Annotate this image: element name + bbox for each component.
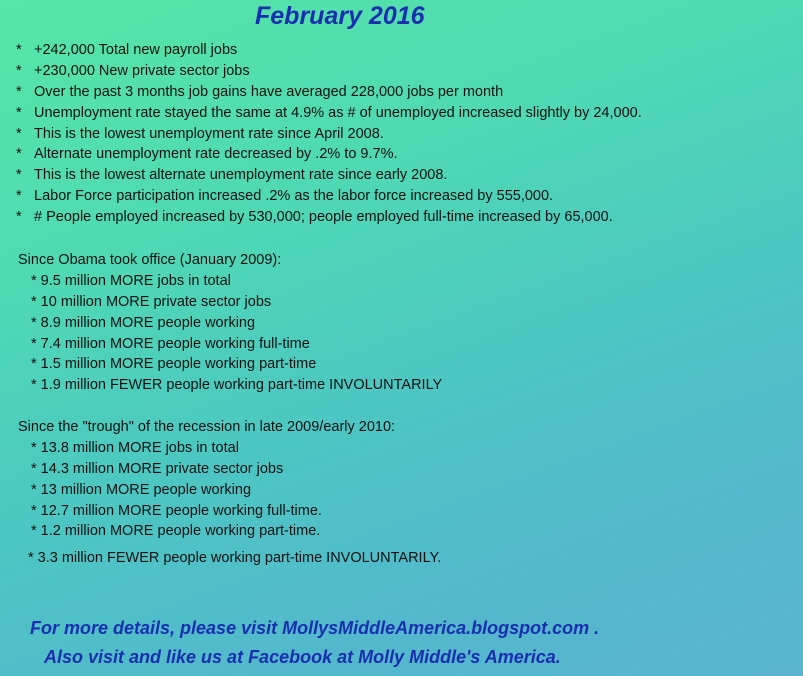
- list-item: * 10 million MORE private sector jobs: [31, 293, 272, 310]
- page-title: February 2016: [255, 2, 425, 30]
- involuntary-part-time-note: * 3.3 million FEWER people working part-time INVOLUNTARILY.: [28, 550, 442, 566]
- list-item: * This is the lowest alternate unemployment rate since early 2008.: [16, 167, 448, 184]
- list-item: * Alternate unemployment rate decreased by .2% to 9.7%.: [16, 146, 398, 163]
- facebook-link-text[interactable]: Also visit and like us at Facebook at Molly Middle's America.: [44, 647, 561, 667]
- list-item: * 1.5 million MORE people working part-time: [31, 356, 317, 373]
- blog-link-text[interactable]: For more details, please visit MollysMiddleAmerica.blogspot.com .: [30, 618, 600, 638]
- bullet-text: Unemployment rate stayed the same at 4.9% as # of unemployed increased slightly by 24,000.: [34, 104, 642, 121]
- list-item: * 12.7 million MORE people working full-time.: [31, 502, 322, 519]
- obama-section: [18, 250, 442, 396]
- list-item: * # People employed increased by 530,000; people employed full-time increased by 65,000.: [16, 209, 613, 226]
- list-item: * +242,000 Total new payroll jobs: [16, 42, 238, 58]
- trough-section: [18, 417, 395, 542]
- list-item: * 8.9 million MORE people working: [31, 314, 256, 331]
- list-item: * +230,000 New private sector jobs: [16, 62, 250, 79]
- list-item: * Labor Force participation increased .2% as the labor force increased by 555,000.: [16, 188, 554, 205]
- list-item: * Over the past 3 months job gains have averaged 228,000 jobs per month: [16, 83, 504, 100]
- section-heading: Since Obama took office (January 2009):: [18, 252, 282, 268]
- bullet-text: Alternate unemployment rate decreased by .2% to 9.7%.: [34, 146, 398, 163]
- bullet-text: +242,000 Total new payroll jobs: [34, 42, 238, 58]
- bullet-text: +230,000 New private sector jobs: [34, 62, 250, 79]
- list-item: * 13 million MORE people working: [31, 481, 252, 498]
- list-item: * 14.3 million MORE private sector jobs: [31, 460, 284, 477]
- bullet-text: # People employed increased by 530,000; people employed full-time increased by 65,000.: [34, 209, 613, 226]
- list-item: * 1.2 million MORE people working part-time.: [31, 523, 321, 540]
- list-item: * 9.5 million MORE jobs in total: [31, 272, 231, 289]
- bullet-text: Over the past 3 months job gains have averaged 228,000 jobs per month: [34, 83, 504, 100]
- list-item: * This is the lowest unemployment rate since April 2008.: [16, 125, 384, 142]
- bullet-text: This is the lowest unemployment rate since April 2008.: [34, 125, 384, 142]
- bullet-text: This is the lowest alternate unemployment rate since early 2008.: [34, 167, 448, 184]
- section-heading: Since the "trough" of the recession in late 2009/early 2010:: [18, 419, 396, 435]
- summary-bullet-list: [16, 40, 642, 228]
- list-item: * 7.4 million MORE people working full-time: [31, 335, 310, 352]
- list-item: * 13.8 million MORE jobs in total: [31, 439, 239, 456]
- list-item: * 1.9 million FEWER people working part-time INVOLUNTARILY: [31, 377, 443, 394]
- bullet-text: Labor Force participation increased .2% as the labor force increased by 555,000.: [34, 188, 554, 205]
- list-item: * Unemployment rate stayed the same at 4.9% as # of unemployed increased slightly by 24,000.: [16, 104, 642, 121]
